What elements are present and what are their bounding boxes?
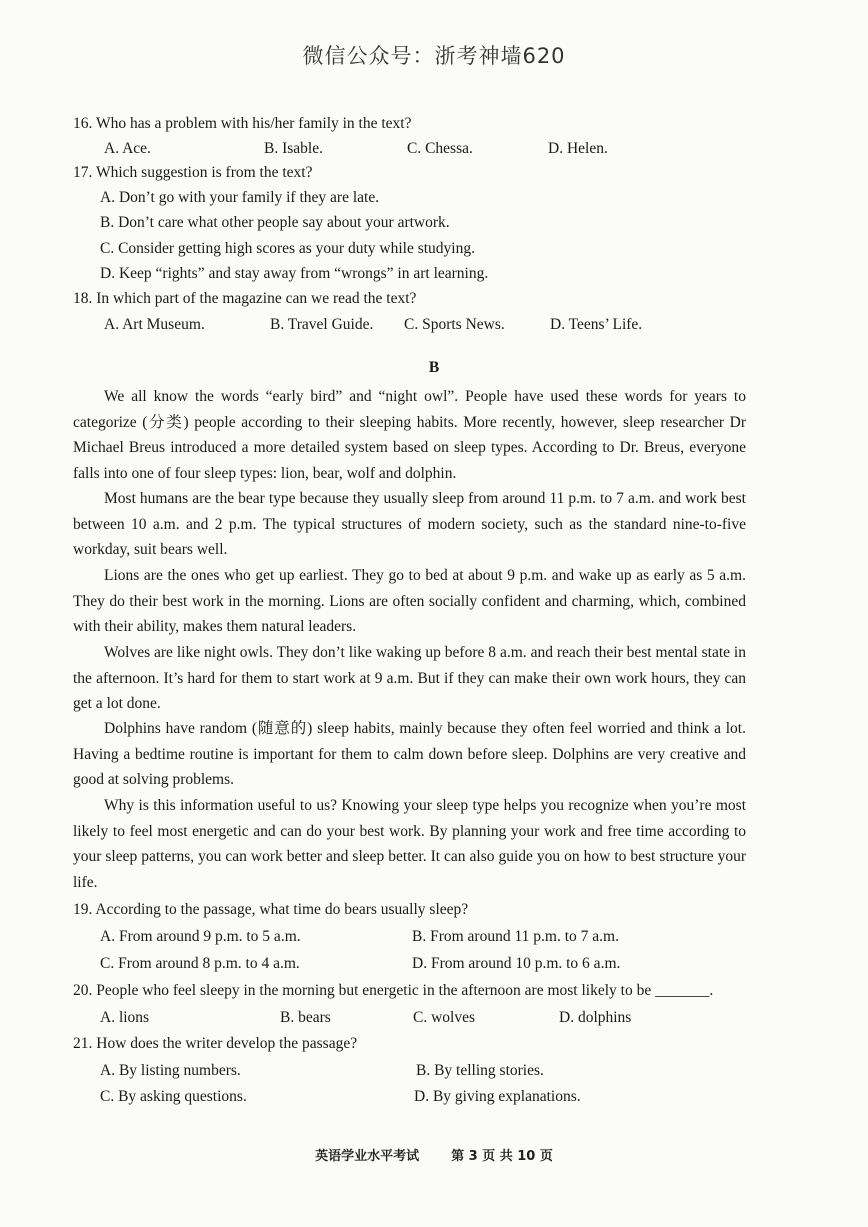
q21-option-a: A. By listing numbers.: [100, 1062, 241, 1079]
q20-option-a: A. lions: [100, 1009, 150, 1026]
q20-option-b: B. bears: [280, 1009, 331, 1026]
q16-option-c: C. Chessa.: [407, 140, 473, 157]
q19-option-c: C. From around 8 p.m. to 4 a.m.: [100, 955, 300, 972]
page-footer: [0, 1145, 868, 1164]
q21-option-d: D. By giving explanations.: [414, 1088, 581, 1105]
footer-page-number: 第 3 页 共 10 页: [451, 1149, 553, 1164]
passage-paragraph-5: Dolphins have random (随意的) sleep habits, mainly because they often feel worried and think a lot. Having a bedtime routine is important for them to calm down before sleep. Dolphins are very creative and good at solving problems.: [73, 720, 746, 789]
q17-option-d: D. Keep “rights” and stay away from “wrongs” in art learning.: [100, 265, 489, 282]
q19-option-b: B. From around 11 p.m. to 7 a.m.: [412, 928, 619, 945]
passage-paragraph-6: Why is this information useful to us? Knowing your sleep type helps you recognize when you’re most likely to feel most energetic and can do your best work. By planning your work and free time according to your sleep patterns, you can work better and sleep better. It can also guide you on how to best structure your life.: [73, 797, 746, 891]
passage-paragraph-3: Lions are the ones who get up earliest. They go to bed at about 9 p.m. and wake up as early as 5 a.m. They do their best work in the morning. Lions are often socially confident and charming, which, combined with their ability, makes them natural leaders.: [73, 567, 746, 636]
q21-option-c: C. By asking questions.: [100, 1088, 247, 1105]
q16-option-b: B. Isable.: [264, 140, 323, 157]
q19-option-d: D. From around 10 p.m. to 6 a.m.: [412, 955, 621, 972]
question-19: 19. According to the passage, what time do bears usually sleep?: [73, 901, 469, 918]
passage-paragraph-2: Most humans are the bear type because they usually sleep from around 11 p.m. to 7 a.m. and work best between 10 a.m. and 2 p.m. The typical structures of modern society, such as the standard nine-to-five workday, suit bears well.: [73, 490, 746, 559]
question-21: 21. How does the writer develop the passage?: [73, 1035, 358, 1052]
q16-option-a: A. Ace.: [104, 140, 151, 157]
q17-option-a: A. Don’t go with your family if they are late.: [100, 189, 380, 206]
q18-option-b: B. Travel Guide.: [270, 316, 374, 333]
q18-option-a: A. Art Museum.: [104, 316, 205, 333]
q21-option-b: B. By telling stories.: [416, 1062, 544, 1079]
q18-option-d: D. Teens’ Life.: [550, 316, 643, 333]
q17-option-b: B. Don’t care what other people say about your artwork.: [100, 214, 450, 231]
footer-exam-name: 英语学业水平考试: [315, 1149, 420, 1164]
question-18: 18. In which part of the magazine can we read the text?: [73, 290, 417, 307]
q20-option-c: C. wolves: [413, 1009, 475, 1026]
q18-option-c: C. Sports News.: [404, 316, 505, 333]
question-20: 20. People who feel sleepy in the morning but energetic in the afternoon are most likely to be _______.: [73, 982, 714, 999]
section-heading: B: [428, 359, 440, 376]
q16-option-d: D. Helen.: [548, 140, 608, 157]
watermark-text: 微信公众号：浙考神墙620: [302, 44, 566, 68]
passage-paragraph-4: Wolves are like night owls. They don’t like waking up before 8 a.m. and reach their best mental state in the afternoon. It’s hard for them to start work at 9 a.m. But if they can make their own work hours, they can get a lot done.: [73, 644, 746, 713]
passage-paragraph-1: We all know the words “early bird” and “night owl”. People have used these words for years to categorize (分类) people according to their sleeping habits. More recently, however, sleep researcher Dr Michael Breus introduced a more detailed system based on sleep types. According to Dr. Breus, everyone falls into one of four sleep types: lion, bear, wolf and dolphin.: [73, 388, 746, 482]
q20-option-d: D. dolphins: [559, 1009, 632, 1026]
question-16: 16. Who has a problem with his/her family in the text?: [73, 115, 412, 132]
question-17: 17. Which suggestion is from the text?: [73, 164, 313, 181]
q17-option-c: C. Consider getting high scores as your duty while studying.: [100, 240, 475, 257]
q19-option-a: A. From around 9 p.m. to 5 a.m.: [100, 928, 301, 945]
